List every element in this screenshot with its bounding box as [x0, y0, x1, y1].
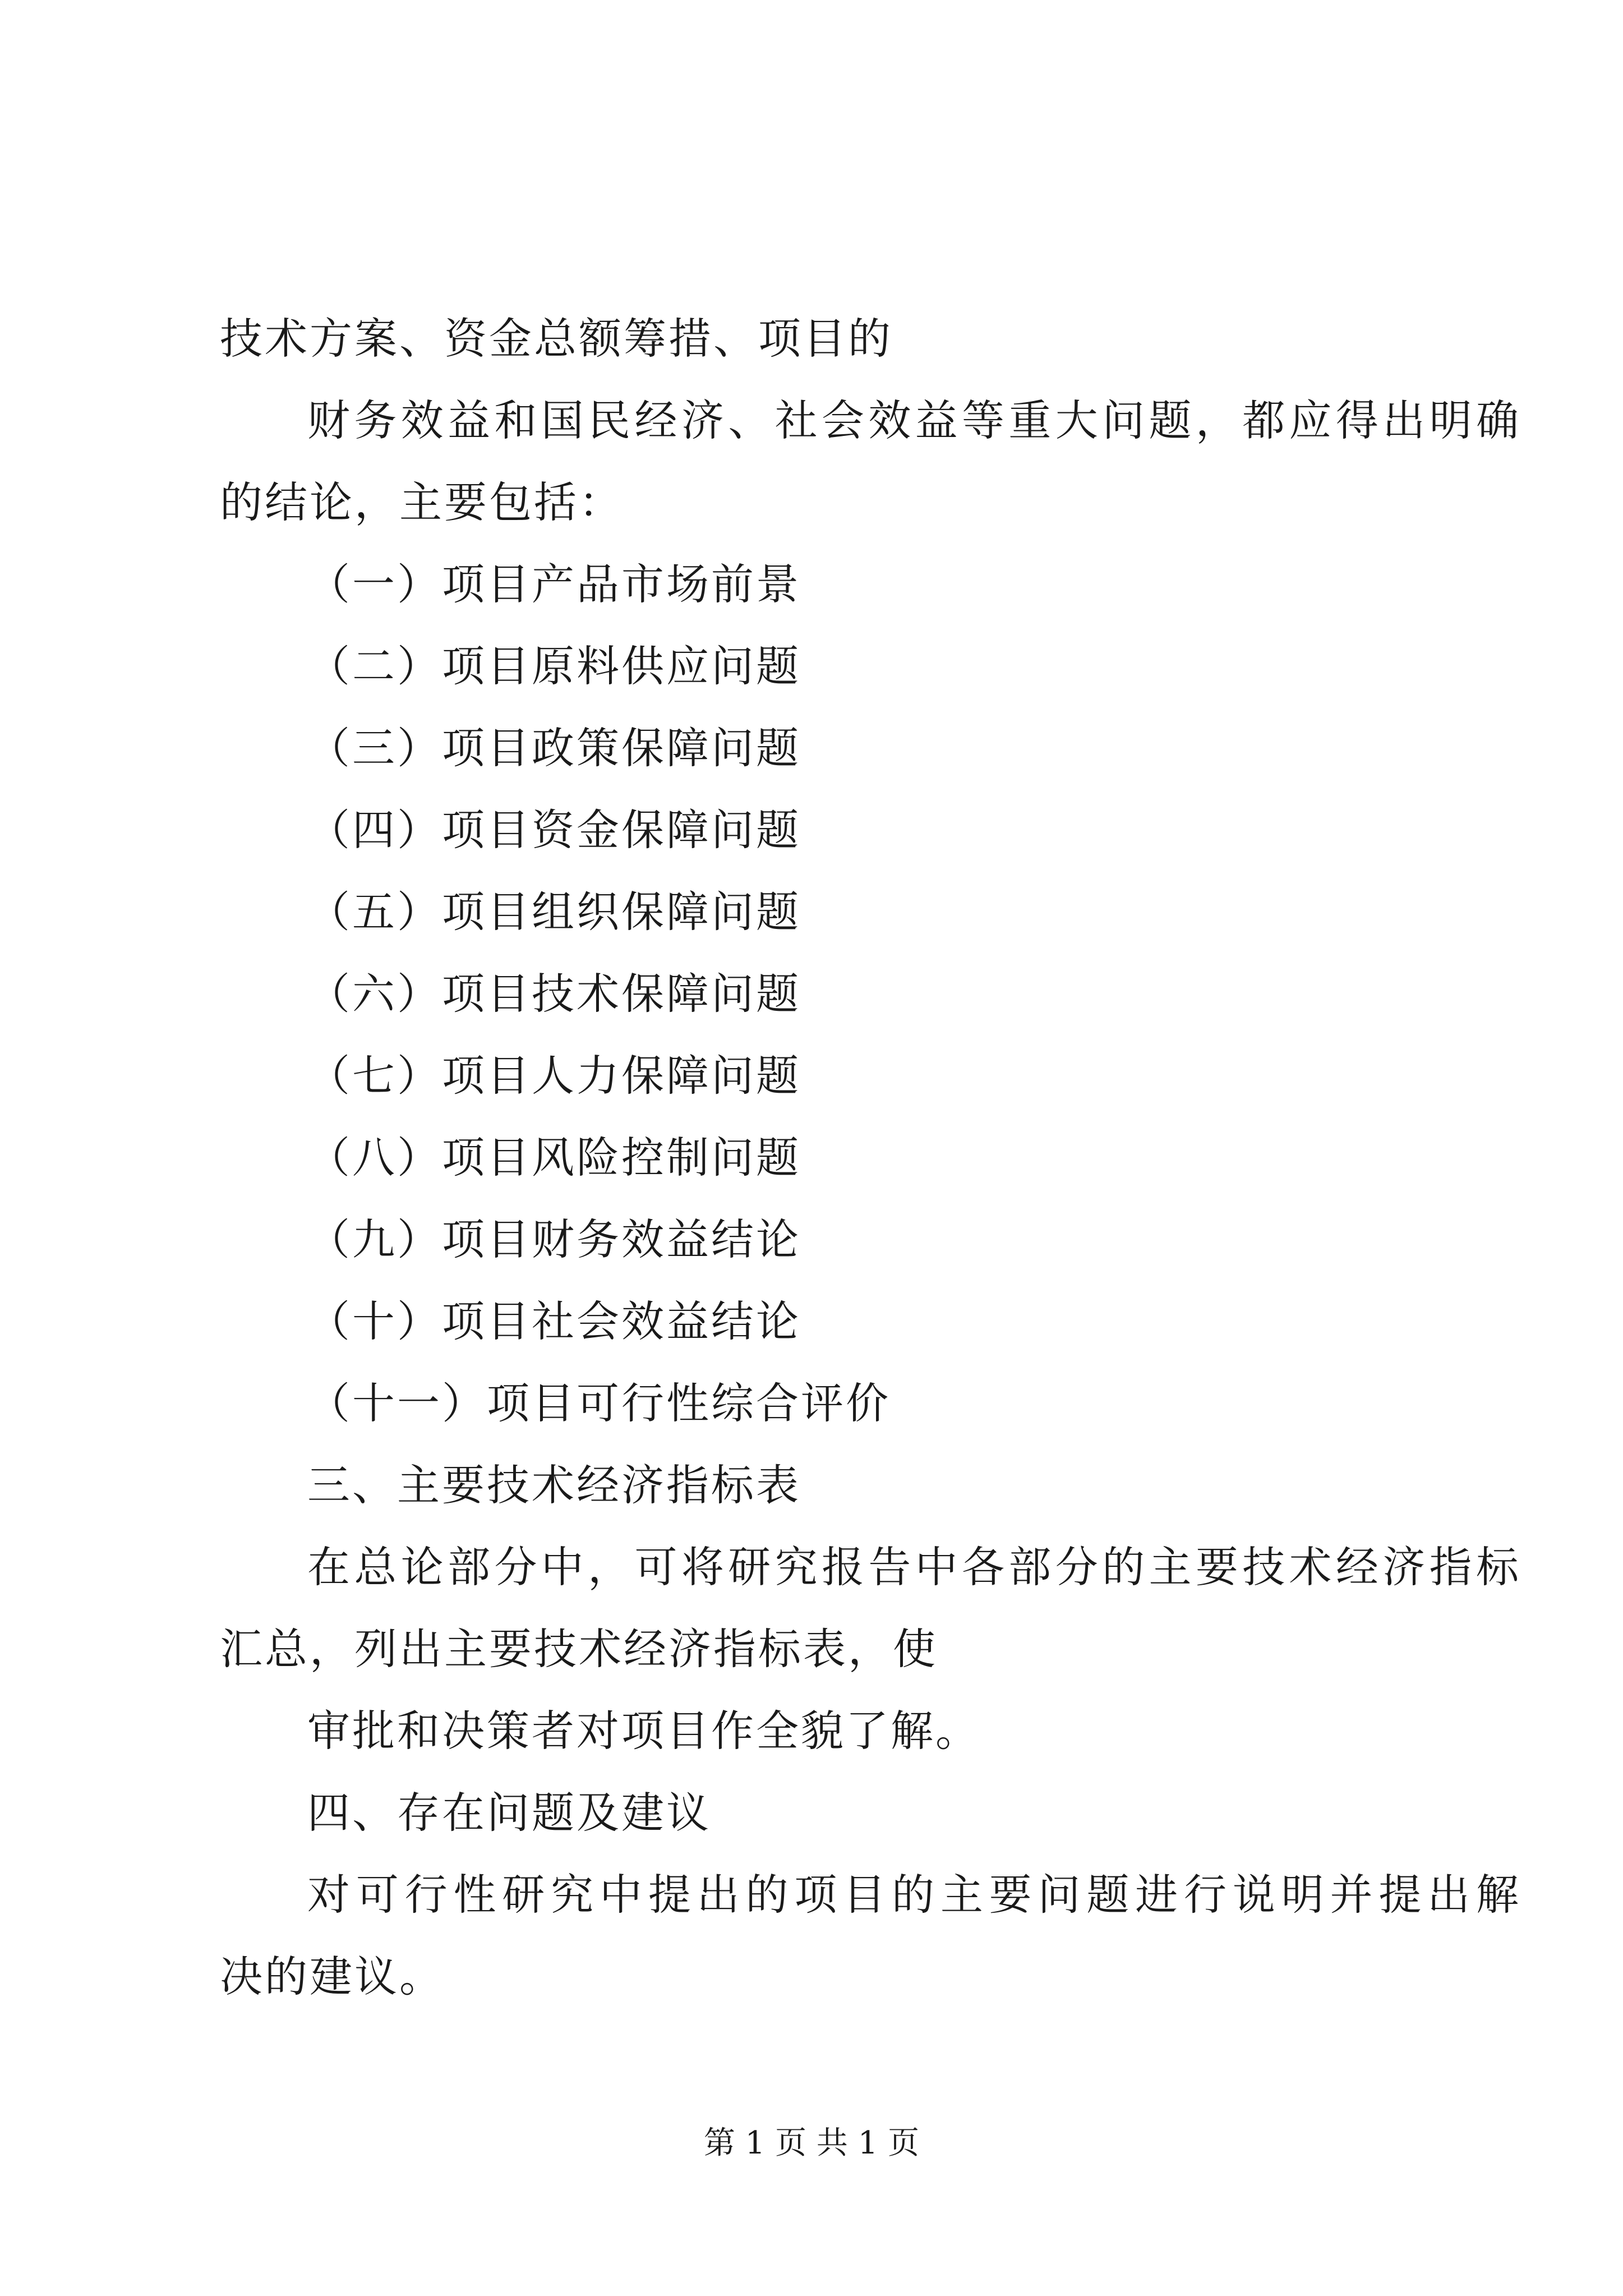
- list-item: （九）项目财务效益结论: [307, 1214, 801, 1264]
- list-item: （七）项目人力保障问题: [307, 1051, 801, 1101]
- page-footer: 第 1 页 共 1 页: [703, 2125, 920, 2161]
- paragraph-line: 在总论部分中，可将研究报告中各部分的主要技术经济指标: [307, 1542, 1519, 1592]
- list-item: （十一）项目可行性综合评价: [307, 1378, 891, 1428]
- paragraph-line: 决的建议。: [220, 1952, 444, 2001]
- paragraph-line: 财务效益和国民经济、社会效益等重大问题，都应得出明确: [307, 395, 1519, 445]
- section-heading: 三、主要技术经济指标表: [307, 1460, 801, 1510]
- list-item: （四）项目资金保障问题: [307, 805, 801, 855]
- list-item: （十）项目社会效益结论: [307, 1296, 801, 1346]
- list-item: （六）项目技术保障问题: [307, 969, 801, 1019]
- list-item: （二）项目原料供应问题: [307, 641, 801, 691]
- paragraph-line: 对可行性研究中提出的项目的主要问题进行说明并提出解: [307, 1870, 1519, 1920]
- list-item: （八）项目风险控制问题: [307, 1133, 801, 1182]
- list-item: （五）项目组织保障问题: [307, 887, 801, 937]
- list-item: （三）项目政策保障问题: [307, 723, 801, 773]
- list-item: （一）项目产品市场前景: [307, 559, 801, 609]
- paragraph-line: 汇总，列出主要技术经济指标表，使: [220, 1624, 938, 1674]
- paragraph-line: 审批和决策者对项目作全貌了解。: [307, 1706, 980, 1756]
- section-heading: 四、存在问题及建议: [307, 1788, 711, 1838]
- paragraph-line: 的结论，主要包括：: [220, 477, 624, 527]
- paragraph-line: 技术方案、资金总额筹措、项目的: [220, 314, 893, 364]
